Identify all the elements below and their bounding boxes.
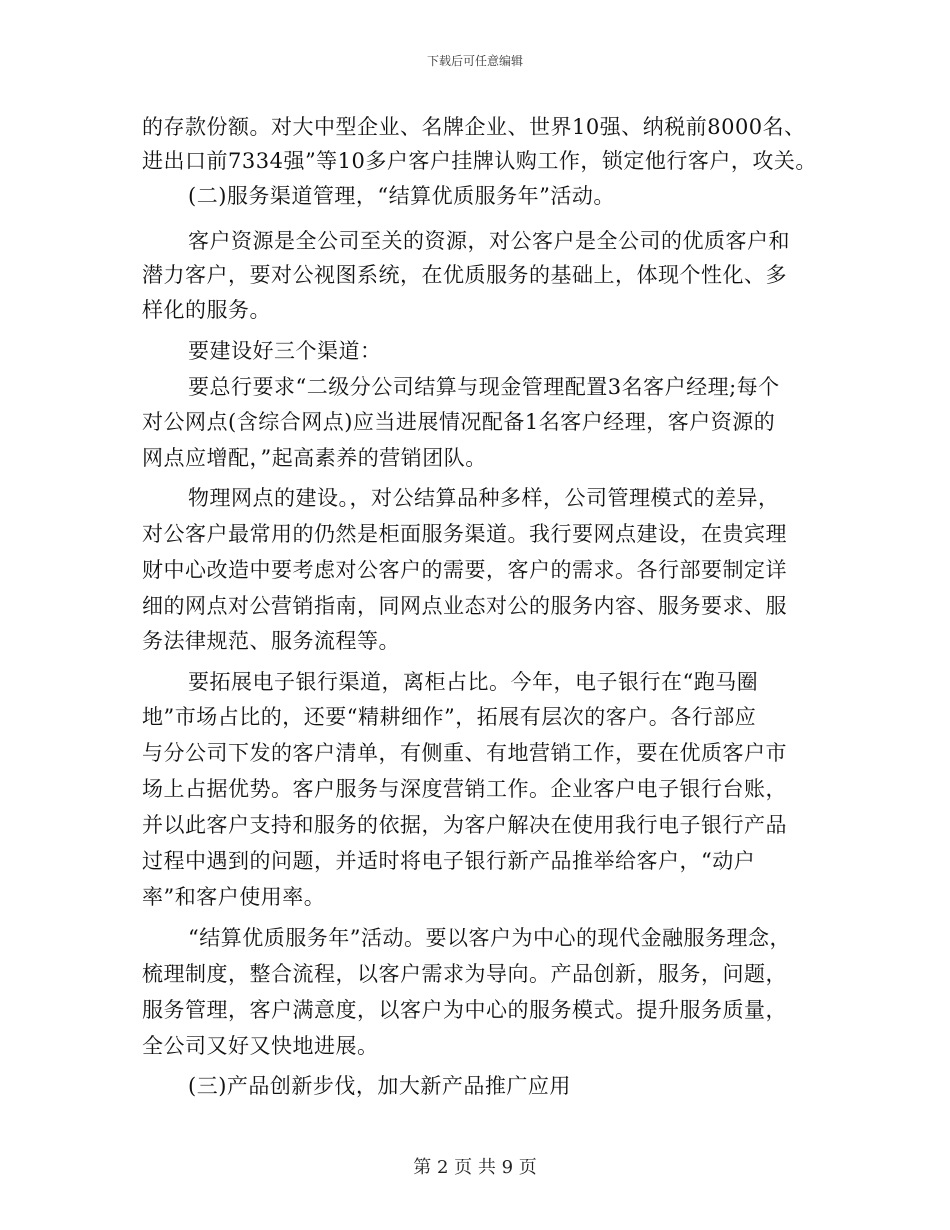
text-line: 财中心改造中要考虑对公客户的需要，客户的需求。各行部要制定详 [142,558,787,582]
text-line: 要建设好三个渠道： [188,339,382,363]
text-line: 梳理制度，整合流程，以客户需求为导向。产品创新，服务，问题， [142,962,787,986]
text-line: 率”和客户使用率。 [142,885,326,909]
text-line: 细的网点对公营销指南，同网点业态对公的服务内容、服务要求、服 [142,594,787,618]
text-line: 过程中遇到的问题，并适时将电子银行新产品推举给客户，“动户 [142,849,756,873]
text-line: 务法律规范、服务流程等。 [142,629,400,653]
text-line: 要拓展电子银行渠道，离柜占比。今年，电子银行在“跑马圈 [188,670,759,694]
text-line: 样化的服务。 [142,298,271,322]
text-line: “结算优质服务年”活动。要以客户为中心的现代金融服务理念， [188,926,791,950]
page-footer: 第 2 页 共 9 页 [413,1157,537,1178]
text-line: 的存款份额。对大中型企业、名牌企业、世界10强、纳税前8000名、 [142,115,806,139]
text-line: 要总行要求“二级分公司结算与现金管理配置3名客户经理;每个 [188,375,780,399]
text-line: 场上占据优势。客户服务与深度营销工作。企业客户电子银行台账， [142,777,787,801]
text-line: (二)服务渠道管理，“结算优质服务年”活动。 [188,184,615,208]
text-line: 对公客户最常用的仍然是柜面服务渠道。我行要网点建设，在贵宾理 [142,522,787,546]
text-line: 潜力客户，要对公视图系统，在优质服务的基础上，体现个性化、多 [142,263,787,287]
text-line: 服务管理，客户满意度，以客户为中心的服务模式。提升服务质量， [142,998,787,1022]
text-line: 全公司又好又快地进展。 [142,1034,379,1058]
text-line: 对公网点(含综合网点)应当进展情况配备1名客户经理，客户资源的 [142,410,776,434]
text-line: 网点应增配，”起高素养的营销团队。 [142,446,487,470]
text-line: 地”市场占比的，还要“精耕细作”，拓展有层次的客户。各行部应 [142,705,757,729]
page-header: 下载后可任意编辑 [426,54,523,68]
text-line: 与分公司下发的客户清单，有侧重、有地营销工作，要在优质客户市 [142,741,787,765]
text-line: 物理网点的建设。，对公结算品种多样，公司管理模式的差异， [188,486,780,510]
text-line: (三)产品创新步伐，加大新产品推广应用 [188,1074,571,1098]
text-line: 进出口前7334强”等10多户客户挂牌认购工作，锁定他行客户，攻关。 [142,149,817,173]
text-line: 并以此客户支持和服务的依据，为客户解决在使用我行电子银行产品 [142,813,787,837]
text-line: 客户资源是全公司至关的资源，对公客户是全公司的优质客户和 [188,229,790,253]
